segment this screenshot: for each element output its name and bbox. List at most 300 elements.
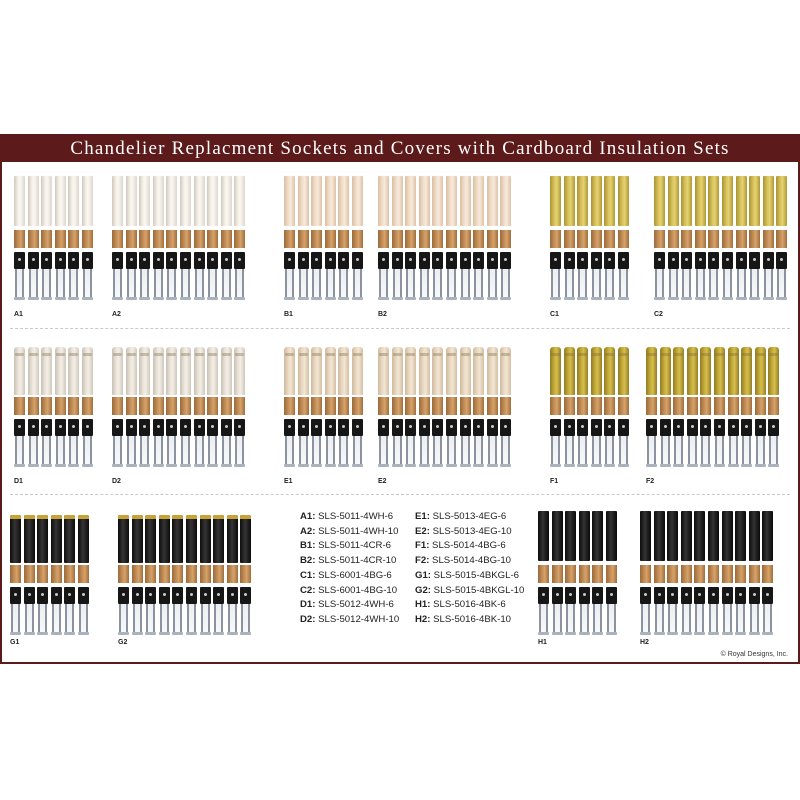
socket-screw: [143, 425, 146, 428]
candle-cover: [82, 176, 93, 226]
wax-drip: [29, 353, 38, 356]
gold-drip-top: [172, 515, 183, 519]
mounting-bracket: [593, 604, 602, 634]
bracket-foot: [338, 297, 349, 300]
cardboard-sleeve: [577, 397, 588, 415]
candle-cover: [762, 511, 773, 561]
bracket-foot: [460, 464, 471, 467]
candle-cover: [200, 515, 211, 563]
socket-screw: [554, 425, 557, 428]
socket-screw: [86, 425, 89, 428]
socket-screw: [595, 258, 598, 261]
candle-cover: [591, 176, 602, 226]
mounting-bracket: [769, 436, 778, 466]
socket-cover-item: [592, 511, 603, 641]
bracket-foot: [722, 297, 733, 300]
socket-cover-item: [473, 176, 484, 306]
socket-cover-item: [755, 343, 766, 473]
cardboard-sleeve: [432, 230, 443, 248]
mounting-bracket: [208, 436, 217, 466]
bracket-foot: [172, 632, 183, 635]
bracket-foot: [338, 464, 349, 467]
cardboard-sleeve: [708, 565, 719, 583]
set-label: E1: [284, 478, 293, 485]
candle-cover: [51, 515, 62, 563]
mounting-bracket: [133, 604, 142, 634]
bracket-foot: [405, 464, 416, 467]
socket-screw: [302, 425, 305, 428]
candle-cover: [432, 176, 443, 226]
cardboard-sleeve: [28, 397, 39, 415]
socket-screw: [130, 425, 133, 428]
cardboard-sleeve: [762, 565, 773, 583]
row-divider-2: [10, 494, 790, 495]
socket-cover-item: [460, 343, 471, 473]
gold-drip-top: [24, 515, 35, 519]
bracket-foot: [487, 297, 498, 300]
mounting-bracket: [167, 269, 176, 299]
socket-screw: [211, 425, 214, 428]
cardboard-sleeve: [446, 230, 457, 248]
mounting-bracket: [222, 436, 231, 466]
socket-cover-item: [500, 343, 511, 473]
socket-cover-item: [473, 343, 484, 473]
gold-drip-top: [132, 515, 143, 519]
socket-screw: [780, 258, 783, 261]
candle-cover: [10, 515, 21, 563]
socket-screw: [315, 258, 318, 261]
wax-drip: [406, 353, 415, 356]
cardboard-sleeve: [240, 565, 251, 583]
cardboard-sleeve: [112, 397, 123, 415]
wax-drip: [56, 353, 65, 356]
candle-cover: [722, 511, 733, 561]
socket-cover-item: [714, 343, 725, 473]
mounting-bracket: [154, 269, 163, 299]
socket-screw: [190, 593, 193, 596]
socket-screw: [672, 258, 675, 261]
candle-cover: [606, 511, 617, 561]
cardboard-sleeve: [352, 230, 363, 248]
socket-cover-item: [112, 343, 123, 473]
sku-set-key: H1:: [415, 599, 431, 611]
mounting-bracket: [299, 436, 308, 466]
bracket-foot: [145, 632, 156, 635]
cardboard-sleeve: [392, 397, 403, 415]
mounting-bracket: [661, 436, 670, 466]
mounting-bracket: [140, 436, 149, 466]
mounting-bracket: [592, 436, 601, 466]
mounting-bracket: [56, 436, 65, 466]
mounting-bracket: [167, 436, 176, 466]
socket-screw: [157, 258, 160, 261]
cardboard-sleeve: [24, 565, 35, 583]
mounting-bracket: [312, 436, 321, 466]
bracket-foot: [311, 297, 322, 300]
cardboard-sleeve: [604, 397, 615, 415]
bracket-foot: [722, 632, 733, 635]
bracket-foot: [667, 632, 678, 635]
socket-screw: [184, 258, 187, 261]
wax-drip: [42, 353, 51, 356]
socket-screw: [204, 593, 207, 596]
mounting-bracket: [339, 436, 348, 466]
mounting-bracket: [393, 436, 402, 466]
cardboard-sleeve: [14, 230, 25, 248]
socket-screw: [18, 425, 21, 428]
gold-drip-top: [37, 515, 48, 519]
socket-screw: [32, 425, 35, 428]
cardboard-sleeve: [550, 397, 561, 415]
cardboard-sleeve: [126, 397, 137, 415]
socket-screw: [644, 593, 647, 596]
socket-cover-item: [352, 343, 363, 473]
cardboard-sleeve: [405, 230, 416, 248]
bracket-foot: [755, 464, 766, 467]
cardboard-sleeve: [460, 230, 471, 248]
set-label: D2: [112, 478, 121, 485]
cardboard-sleeve: [68, 397, 79, 415]
sku-set-key: D1:: [300, 599, 316, 611]
bracket-foot: [392, 297, 403, 300]
socket-screw: [772, 425, 775, 428]
wax-drip: [619, 353, 628, 356]
candle-cover: [565, 511, 576, 561]
socket-screw: [732, 425, 735, 428]
mounting-bracket: [647, 436, 656, 466]
wax-drip: [447, 353, 456, 356]
sku-code: SLS-5013-4EG-10: [429, 525, 512, 537]
bracket-foot: [708, 632, 719, 635]
cardboard-sleeve: [432, 397, 443, 415]
sku-set-key: E1:: [415, 511, 430, 522]
socket-cover-item: [776, 176, 787, 306]
gold-drip-top: [64, 515, 75, 519]
cardboard-sleeve: [487, 230, 498, 248]
bracket-foot: [694, 632, 705, 635]
socket-cover-item: [41, 176, 52, 306]
sku-legend-row: [415, 569, 524, 584]
socket-cover-item: [565, 511, 576, 641]
bracket-foot: [654, 632, 665, 635]
mounting-bracket: [715, 436, 724, 466]
cardboard-sleeve: [538, 565, 549, 583]
sku-legend-row: [415, 539, 524, 554]
socket-cover-item: [735, 511, 746, 641]
cardboard-sleeve: [298, 230, 309, 248]
wax-drip: [113, 353, 122, 356]
gold-drip-top: [200, 515, 211, 519]
bracket-foot: [153, 297, 164, 300]
mounting-bracket: [406, 269, 415, 299]
candle-cover: [78, 515, 89, 563]
cardboard-sleeve: [618, 230, 629, 248]
socket-screw: [726, 258, 729, 261]
candle-cover: [186, 515, 197, 563]
mounting-bracket: [688, 436, 697, 466]
cardboard-sleeve: [728, 397, 739, 415]
gold-drip-top: [145, 515, 156, 519]
bracket-foot: [311, 464, 322, 467]
gold-drip-top: [159, 515, 170, 519]
socket-cover-item: [194, 343, 205, 473]
mounting-bracket: [83, 269, 92, 299]
cardboard-sleeve: [500, 397, 511, 415]
candle-cover: [577, 176, 588, 226]
socket-screw: [581, 258, 584, 261]
bracket-foot: [432, 464, 443, 467]
wax-drip: [15, 353, 24, 356]
mounting-bracket: [140, 269, 149, 299]
mounting-bracket: [551, 436, 560, 466]
mounting-bracket: [553, 604, 562, 634]
gold-drip-top: [78, 515, 89, 519]
mounting-bracket: [285, 436, 294, 466]
candle-cover: [681, 176, 692, 226]
mounting-bracket: [488, 436, 497, 466]
sku-legend-row: [415, 554, 524, 569]
bracket-foot: [550, 464, 561, 467]
mounting-bracket: [11, 604, 20, 634]
socket-cover-item: [749, 511, 760, 641]
set-label: C2: [654, 311, 663, 318]
mounting-bracket: [763, 604, 772, 634]
bracket-foot: [640, 632, 651, 635]
socket-cover-item: [564, 176, 575, 306]
mounting-bracket: [146, 604, 155, 634]
socket-cover-item: [221, 343, 232, 473]
mounting-bracket: [181, 436, 190, 466]
mounting-bracket: [474, 269, 483, 299]
mounting-bracket: [195, 269, 204, 299]
socket-screw: [342, 258, 345, 261]
sku-set-key: E2:: [415, 525, 430, 537]
cardboard-sleeve: [311, 397, 322, 415]
bracket-foot: [618, 297, 629, 300]
mounting-bracket: [551, 269, 560, 299]
cardboard-sleeve: [10, 565, 21, 583]
mounting-bracket: [420, 436, 429, 466]
set-label: A1: [14, 311, 23, 318]
bracket-foot: [473, 297, 484, 300]
mounting-bracket: [641, 604, 650, 634]
socket-cover-item: [552, 511, 563, 641]
socket-cover-item: [654, 511, 665, 641]
sku-code: SLS-5015-4BKGL-6: [431, 569, 519, 581]
socket-cover-item: [139, 343, 150, 473]
wax-drip: [393, 353, 402, 356]
sku-set-key: F2:: [415, 555, 430, 567]
bracket-foot: [446, 297, 457, 300]
mounting-bracket: [339, 269, 348, 299]
cardboard-sleeve: [640, 565, 651, 583]
cardboard-sleeve: [722, 565, 733, 583]
socket-cover-item: [153, 176, 164, 306]
bracket-foot: [112, 464, 123, 467]
mounting-bracket: [160, 604, 169, 634]
mounting-bracket: [29, 436, 38, 466]
candle-cover: [419, 176, 430, 226]
bracket-foot: [419, 297, 430, 300]
candle-cover: [234, 176, 245, 226]
socket-screw: [329, 425, 332, 428]
socket-cover-item: [577, 343, 588, 473]
cardboard-sleeve: [487, 397, 498, 415]
cardboard-sleeve: [207, 230, 218, 248]
socket-cover-item: [126, 343, 137, 473]
socket-screw: [436, 258, 439, 261]
cardboard-sleeve: [591, 230, 602, 248]
socket-cover-item: [550, 176, 561, 306]
socket-cover-item: [55, 343, 66, 473]
cardboard-sleeve: [392, 230, 403, 248]
bracket-foot: [200, 632, 211, 635]
socket-cover-item: [240, 511, 251, 641]
socket-cover-item: [112, 176, 123, 306]
socket-cover-item: [392, 343, 403, 473]
socket-cover-item: [28, 343, 39, 473]
mounting-bracket: [580, 604, 589, 634]
mounting-bracket: [235, 436, 244, 466]
gold-drip-top: [51, 515, 62, 519]
candle-cover: [240, 515, 251, 563]
cardboard-sleeve: [68, 230, 79, 248]
bracket-foot: [14, 297, 25, 300]
mounting-bracket: [447, 436, 456, 466]
sku-set-key: A2:: [300, 525, 316, 537]
mounting-bracket: [69, 269, 78, 299]
set-label: G2: [118, 639, 128, 646]
socket-cover-item: [660, 343, 671, 473]
socket-screw: [658, 593, 661, 596]
cardboard-sleeve: [82, 230, 93, 248]
mounting-bracket: [299, 269, 308, 299]
candle-cover: [139, 176, 150, 226]
cardboard-sleeve: [284, 397, 295, 415]
wax-drip: [235, 353, 244, 356]
candle-cover: [695, 176, 706, 226]
bracket-foot: [240, 632, 251, 635]
candle-cover: [126, 176, 137, 226]
bracket-foot: [118, 632, 129, 635]
candle-cover: [352, 176, 363, 226]
socket-cover-item: [118, 511, 129, 641]
socket-screw: [581, 425, 584, 428]
cardboard-sleeve: [153, 397, 164, 415]
socket-screw: [59, 258, 62, 261]
mounting-bracket: [655, 269, 664, 299]
mounting-bracket: [195, 436, 204, 466]
socket-screw: [504, 258, 507, 261]
cardboard-sleeve: [234, 230, 245, 248]
mounting-bracket: [15, 436, 24, 466]
sku-legend-row: [300, 613, 399, 628]
candle-cover: [41, 176, 52, 226]
cardboard-sleeve: [419, 230, 430, 248]
candle-cover: [159, 515, 170, 563]
mounting-bracket: [241, 604, 250, 634]
mounting-bracket: [353, 436, 362, 466]
bracket-foot: [741, 464, 752, 467]
wax-drip: [715, 353, 724, 356]
cardboard-sleeve: [591, 397, 602, 415]
socket-screw: [477, 258, 480, 261]
socket-cover-item: [145, 511, 156, 641]
mounting-bracket: [619, 436, 628, 466]
cardboard-sleeve: [172, 565, 183, 583]
sku-legend-row: [300, 584, 399, 599]
wax-drip: [326, 353, 335, 356]
bracket-foot: [221, 297, 232, 300]
wax-drip: [379, 353, 388, 356]
socket-screw: [130, 258, 133, 261]
socket-screw: [685, 258, 688, 261]
mounting-bracket: [619, 269, 628, 299]
socket-cover-item: [132, 511, 143, 641]
bracket-foot: [126, 464, 137, 467]
cardboard-sleeve: [64, 565, 75, 583]
cardboard-sleeve: [139, 230, 150, 248]
sku-code: SLS-5016-4BK-10: [430, 613, 511, 625]
socket-cover-item: [646, 343, 657, 473]
cardboard-sleeve: [405, 397, 416, 415]
socket-screw: [116, 258, 119, 261]
mounting-bracket: [79, 604, 88, 634]
socket-cover-item: [194, 176, 205, 306]
bracket-foot: [538, 632, 549, 635]
candle-cover: [564, 176, 575, 226]
bracket-foot: [139, 464, 150, 467]
socket-screw: [698, 593, 701, 596]
candle-cover: [579, 511, 590, 561]
mounting-bracket: [578, 436, 587, 466]
cardboard-sleeve: [132, 565, 143, 583]
cardboard-sleeve: [500, 230, 511, 248]
cardboard-sleeve: [755, 397, 766, 415]
bracket-foot: [604, 464, 615, 467]
cardboard-sleeve: [82, 397, 93, 415]
socket-cover-item: [180, 176, 191, 306]
wax-drip: [742, 353, 751, 356]
mounting-bracket: [83, 436, 92, 466]
socket-cover-item: [378, 343, 389, 473]
candle-cover: [24, 515, 35, 563]
socket-cover-item: [234, 343, 245, 473]
socket-screw: [671, 593, 674, 596]
candle-cover: [221, 176, 232, 226]
candle-cover: [14, 176, 25, 226]
candle-cover: [378, 176, 389, 226]
sku-legend-row: [300, 554, 399, 569]
bracket-foot: [736, 297, 747, 300]
socket-screw: [184, 425, 187, 428]
bracket-foot: [749, 632, 760, 635]
socket-cover-item: [687, 343, 698, 473]
candle-cover: [213, 515, 224, 563]
socket-cover-item: [14, 176, 25, 306]
mounting-bracket: [696, 269, 705, 299]
socket-cover-item: [500, 176, 511, 306]
mounting-bracket: [723, 269, 732, 299]
mounting-bracket: [709, 269, 718, 299]
mounting-bracket: [119, 604, 128, 634]
socket-screw: [14, 593, 17, 596]
sku-code: SLS-5011-4CR-10: [315, 555, 397, 567]
socket-screw: [82, 593, 85, 596]
cardboard-sleeve: [708, 230, 719, 248]
sku-code: SLS-5011-4CR-6: [315, 540, 392, 552]
wax-drip: [285, 353, 294, 356]
